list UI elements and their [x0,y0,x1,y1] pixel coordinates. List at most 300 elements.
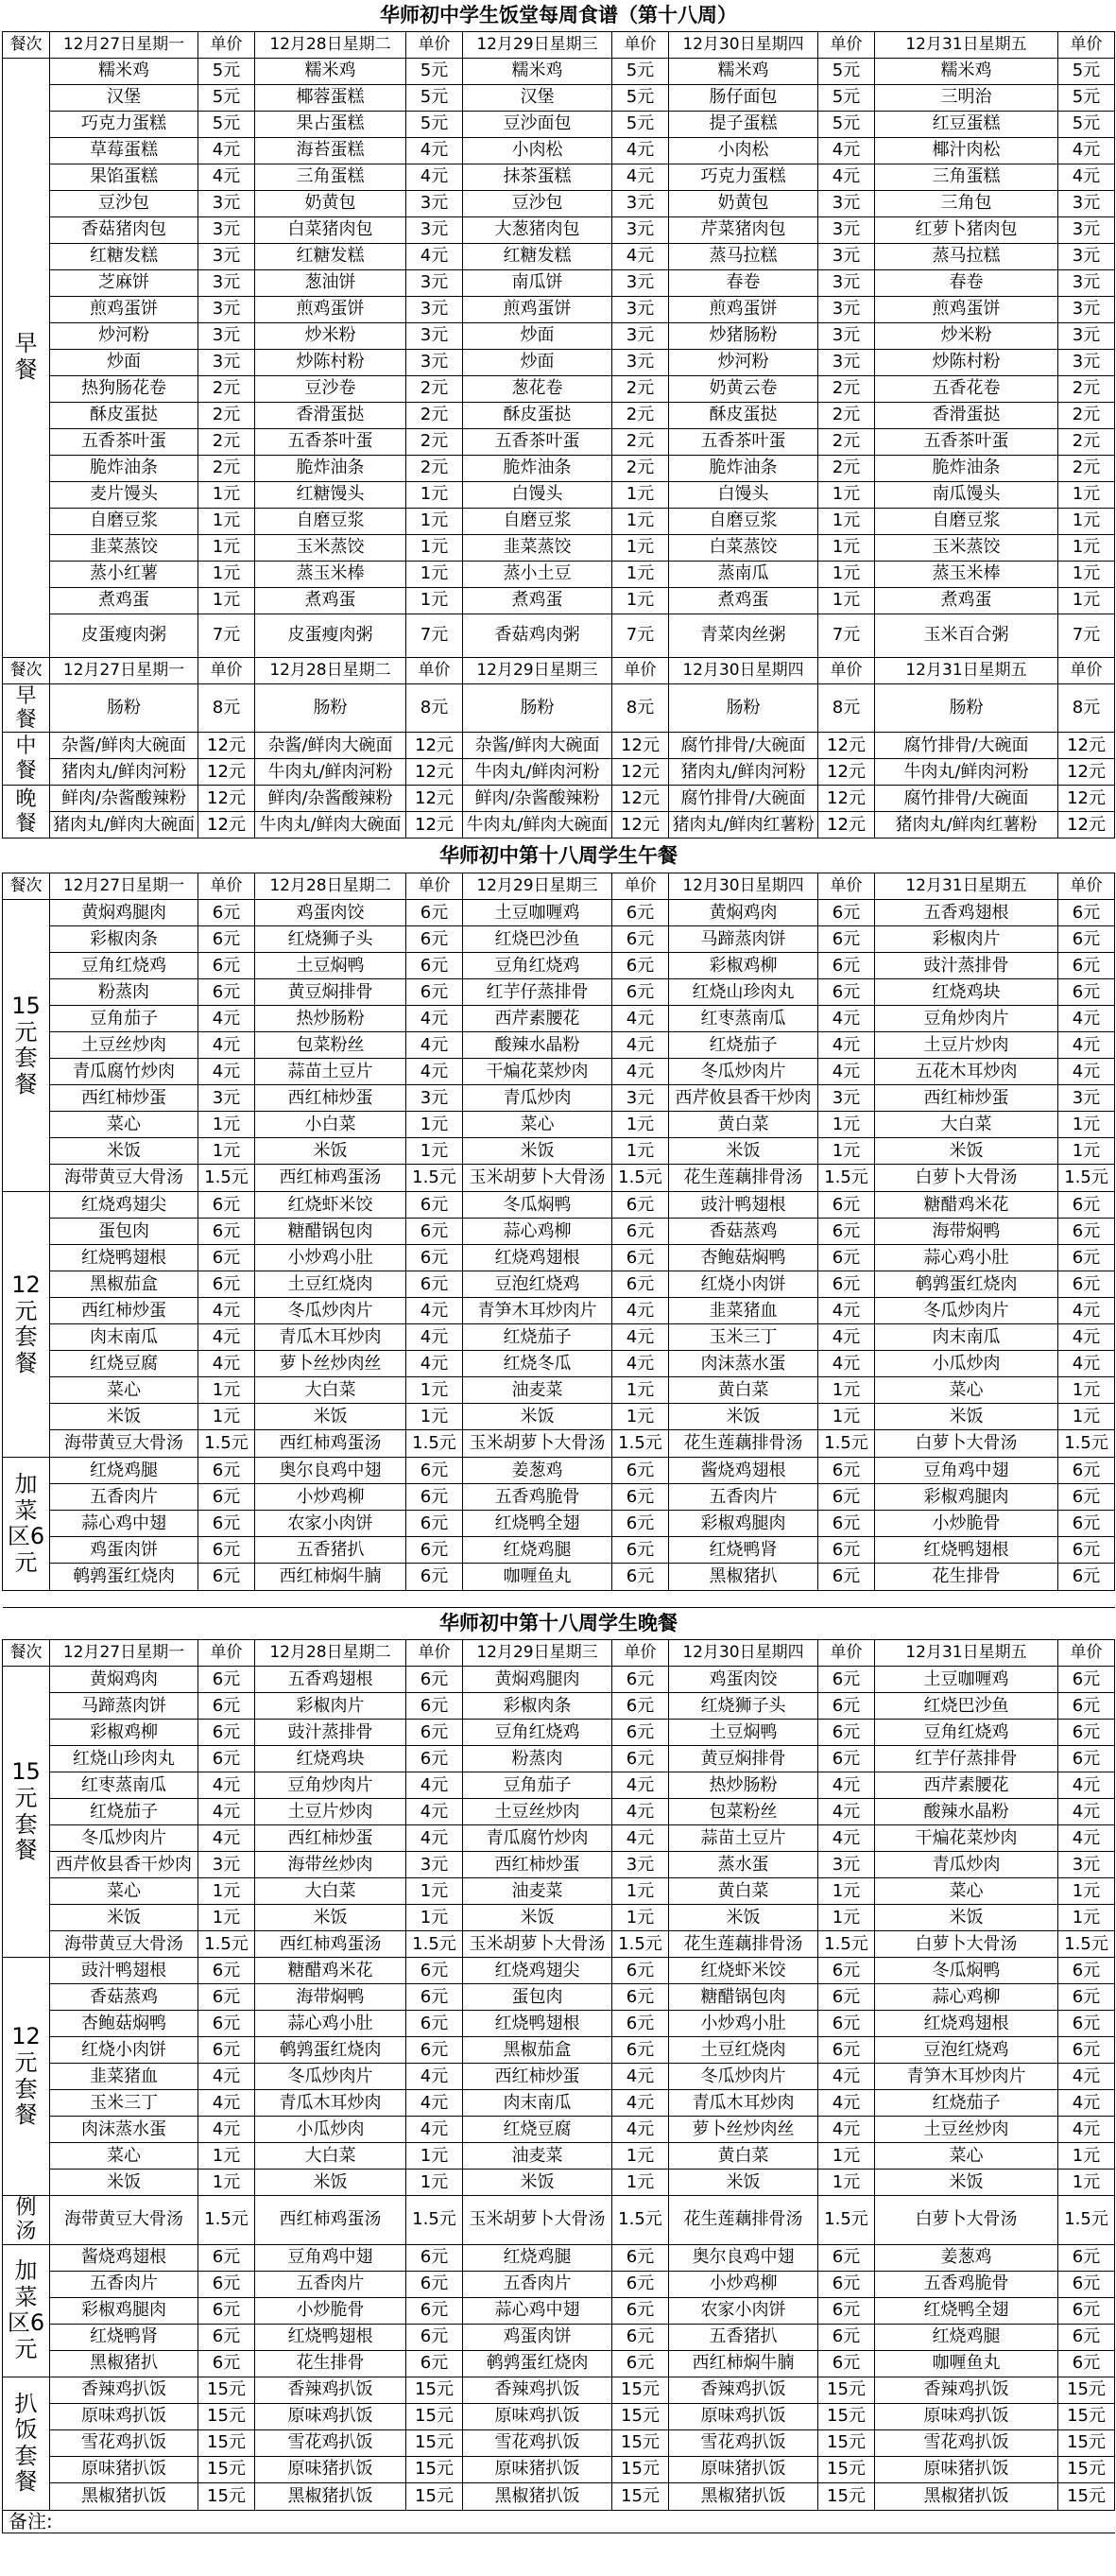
dish-cell: 油麦菜 [463,2143,612,2170]
dish-cell: 土豆红烧肉 [255,1271,406,1298]
dish-cell: 红烧豆腐 [50,1351,198,1377]
dish-cell: 鲜肉/杂酱酸辣粉 [50,786,198,812]
price-cell: 6元 [612,2324,669,2350]
dish-cell: 菜心 [50,1112,198,1138]
price-cell: 1元 [818,2143,875,2170]
price-cell: 12元 [818,759,875,786]
day-column-header: 12月31日星期五 [875,873,1058,900]
dish-cell: 牛肉丸/鲜肉河粉 [463,759,612,786]
table-row [3,455,1115,481]
dish-cell: 蒜心鸡中翅 [463,2297,612,2324]
table-row [3,1032,1115,1059]
dish-cell: 西红柿炒蛋 [50,1298,198,1324]
price-cell: 6元 [818,2037,875,2064]
price-cell: 1元 [818,561,875,587]
price-cell: 6元 [406,1720,463,1746]
dish-cell: 米饭 [255,1138,406,1165]
dish-cell: 小炒脆骨 [255,2297,406,2324]
dish-cell: 肉末南瓜 [463,2090,612,2117]
dish-cell: 花生莲藕排骨汤 [669,1165,818,1192]
price-cell: 6元 [818,1537,875,1564]
price-cell: 1元 [612,1404,669,1430]
dish-cell: 巧克力蛋糕 [669,164,818,190]
price-cell: 6元 [612,1720,669,1746]
day-column-header: 单价 [198,31,255,58]
price-cell: 2元 [818,402,875,428]
price-cell: 4元 [612,2064,669,2090]
price-cell: 6元 [818,900,875,926]
table-row [3,1591,1115,1608]
price-cell: 15元 [818,2482,875,2510]
price-cell: 4元 [818,1772,875,1799]
dish-cell: 五香鸡翅根 [875,900,1058,926]
dish-cell: 土豆丝炒肉 [875,2117,1058,2143]
price-cell: 6元 [406,2244,463,2271]
price-cell: 8元 [198,683,255,733]
category-label: 加菜区6元 [3,2244,50,2377]
dish-cell: 豆角茄子 [463,1772,612,1799]
price-cell: 1元 [818,1112,875,1138]
dish-cell: 糖醋锅包肉 [255,1219,406,1245]
dish-cell: 奥尔良鸡中翅 [255,1458,406,1484]
dish-cell: 海苔蛋糕 [255,137,406,164]
table-row [3,1667,1115,1693]
price-cell: 1元 [612,561,669,587]
dish-cell: 米饭 [50,1138,198,1165]
dish-cell: 彩椒肉片 [875,926,1058,953]
price-cell: 1元 [612,2143,669,2170]
dish-cell: 黑椒茄盒 [50,1271,198,1298]
price-cell: 6元 [818,1693,875,1720]
table-row [3,2170,1115,2196]
dish-cell: 鲜肉/杂酱酸辣粉 [463,786,612,812]
dish-cell: 玉米蒸饺 [875,534,1058,561]
price-cell: 2元 [406,375,463,402]
price-cell: 5元 [406,111,463,137]
dish-cell: 糯米鸡 [255,58,406,84]
price-cell: 4元 [406,1298,463,1324]
price-cell: 6元 [198,1271,255,1298]
price-cell: 6元 [1058,2324,1115,2350]
dish-cell: 蒸马拉糕 [875,243,1058,269]
price-cell: 6元 [818,2011,875,2037]
dish-cell: 抹茶蛋糕 [463,164,612,190]
price-cell: 6元 [612,1271,669,1298]
dish-cell: 红烧鸭翅根 [875,1537,1058,1564]
price-cell: 4元 [1058,1825,1115,1852]
dish-cell: 糯米鸡 [50,58,198,84]
dish-cell: 炒陈村粉 [875,349,1058,375]
price-cell: 8元 [612,683,669,733]
dish-cell: 海带焖鸭 [255,1984,406,2011]
price-cell: 4元 [406,164,463,190]
dish-cell: 白萝卜大骨汤 [875,1931,1058,1958]
dish-cell: 小瓜炒肉 [255,2117,406,2143]
dish-cell: 炒米粉 [255,322,406,349]
dish-cell: 猪肉丸/鲜肉红薯粉 [875,812,1058,838]
price-cell: 6元 [198,979,255,1006]
dish-cell: 白馒头 [463,481,612,508]
price-cell: 4元 [612,1006,669,1032]
price-cell: 6元 [198,953,255,979]
price-cell: 15元 [406,2377,463,2403]
day-column-header: 单价 [818,31,875,58]
price-cell: 2元 [198,455,255,481]
dish-cell: 豆泡红烧鸡 [463,1271,612,1298]
price-cell: 5元 [406,58,463,84]
table-row [3,900,1115,926]
price-cell: 1.5元 [612,1931,669,1958]
dish-cell: 三角包 [875,190,1058,216]
dish-cell: 鹌鹑蛋红烧肉 [255,2037,406,2064]
price-cell: 3元 [818,216,875,243]
dish-cell: 蒜苗土豆片 [669,1825,818,1852]
dish-cell: 春卷 [669,269,818,296]
price-cell: 12元 [198,733,255,759]
day-column-header: 单价 [406,873,463,900]
price-cell: 3元 [198,349,255,375]
dish-cell: 红烧鸭翅根 [50,1245,198,1271]
price-cell: 2元 [818,428,875,455]
price-cell: 6元 [818,1667,875,1693]
dish-cell: 酸辣水晶粉 [875,1799,1058,1825]
price-cell: 3元 [818,1085,875,1112]
dish-cell: 豉汁鸭翅根 [669,1192,818,1219]
price-cell: 6元 [406,1958,463,1984]
dish-cell: 雪花鸡扒饭 [875,2429,1058,2456]
dish-cell: 汉堡 [50,84,198,111]
table-row [3,2429,1115,2456]
price-cell: 6元 [1058,2244,1115,2271]
dish-cell: 三明治 [875,84,1058,111]
price-cell: 12元 [612,812,669,838]
dish-cell: 土豆咖喱鸡 [875,1667,1058,1693]
dish-cell: 花生莲藕排骨汤 [669,2196,818,2245]
dish-cell: 热炒肠粉 [669,1772,818,1799]
price-cell: 2元 [612,402,669,428]
price-cell: 1元 [198,1878,255,1905]
price-cell: 6元 [1058,1458,1115,1484]
category-label: 晚餐 [3,786,50,838]
price-cell: 12元 [1058,759,1115,786]
price-cell: 4元 [818,1799,875,1825]
price-cell: 1.5元 [406,2196,463,2245]
table-row [3,1640,1115,1667]
price-cell: 2元 [198,402,255,428]
dish-cell: 五香鸡脆骨 [463,1484,612,1511]
price-cell: 15元 [818,2403,875,2429]
price-cell: 5元 [818,84,875,111]
dish-cell: 猪肉丸/鲜肉河粉 [50,759,198,786]
price-cell: 3元 [818,190,875,216]
price-cell: 1.5元 [406,1931,463,1958]
price-cell: 6元 [198,1693,255,1720]
price-cell: 6元 [198,900,255,926]
dish-cell: 豆沙包 [463,190,612,216]
dish-cell: 西红柿焖牛腩 [255,1564,406,1591]
table-row [3,733,1115,759]
dish-cell: 原味鸡扒饭 [463,2403,612,2429]
dish-cell: 原味鸡扒饭 [875,2403,1058,2429]
price-cell: 15元 [818,2456,875,2482]
price-cell: 1元 [612,1112,669,1138]
dish-cell: 煮鸡蛋 [255,587,406,614]
price-cell: 6元 [406,926,463,953]
dish-cell: 油麦菜 [463,1878,612,1905]
dish-cell: 彩椒鸡腿肉 [875,1484,1058,1511]
dish-cell: 肉末南瓜 [875,1324,1058,1351]
price-cell: 6元 [612,1564,669,1591]
dish-cell: 原味猪扒饭 [50,2456,198,2482]
dish-cell: 青瓜木耳炒肉 [255,1324,406,1351]
dish-cell: 玉米胡萝卜大骨汤 [463,1931,612,1958]
dish-cell: 肠仔面包 [669,84,818,111]
dish-cell: 红烧鸭肾 [669,1537,818,1564]
dish-cell: 豆角红烧鸡 [463,1720,612,1746]
dish-cell: 西芹攸县香干炒肉 [50,1852,198,1878]
dish-cell: 黄豆焖排骨 [669,1746,818,1772]
price-cell: 6元 [612,2350,669,2377]
dish-cell: 西红柿炒蛋 [50,1085,198,1112]
price-cell: 1元 [1058,1404,1115,1430]
dish-cell: 韭菜蒸饺 [50,534,198,561]
price-cell: 1元 [818,1878,875,1905]
dish-cell: 红烧鸭翅根 [255,2324,406,2350]
price-cell: 1元 [612,481,669,508]
price-cell: 1.5元 [818,1430,875,1458]
dish-cell: 肉沫蒸水蛋 [50,2117,198,2143]
price-cell: 12元 [612,786,669,812]
dish-cell: 冬瓜炒肉片 [669,2064,818,2090]
dish-cell: 煎鸡蛋饼 [50,296,198,322]
dish-cell: 红烧狮子头 [669,1693,818,1720]
price-cell: 6元 [818,2297,875,2324]
price-cell: 3元 [818,349,875,375]
price-cell: 6元 [818,1564,875,1591]
dish-cell: 彩椒鸡腿肉 [50,2297,198,2324]
dish-cell: 土豆片炒肉 [255,1799,406,1825]
price-cell: 1元 [818,1377,875,1404]
price-cell: 8元 [406,683,463,733]
dish-cell: 奶黄包 [255,190,406,216]
dish-cell: 猪肉丸/鲜肉大碗面 [50,812,198,838]
dish-cell: 三角蛋糕 [875,164,1058,190]
table-row [3,137,1115,164]
price-cell: 6元 [1058,1219,1115,1245]
dish-cell: 西红柿焖牛腩 [669,2350,818,2377]
dish-cell: 牛肉丸/鲜肉大碗面 [255,812,406,838]
price-cell: 1元 [406,1138,463,1165]
price-cell: 6元 [818,1192,875,1219]
price-cell: 5元 [612,58,669,84]
dish-cell: 西红柿鸡蛋汤 [255,1430,406,1458]
price-cell: 6元 [406,1245,463,1271]
price-cell: 6元 [1058,1537,1115,1564]
table-row [3,838,1115,873]
dish-cell: 巧克力蛋糕 [50,111,198,137]
dish-cell: 包菜粉丝 [255,1032,406,1059]
dish-cell: 小炒鸡小肚 [255,1245,406,1271]
dish-cell: 西芹素腰花 [463,1006,612,1032]
dish-cell: 酥皮蛋挞 [669,402,818,428]
price-cell: 4元 [1058,164,1115,190]
price-cell: 6元 [612,979,669,1006]
dish-cell: 红烧巴沙鱼 [875,1693,1058,1720]
price-cell: 3元 [1058,322,1115,349]
price-cell: 4元 [198,2064,255,2090]
price-cell: 1.5元 [1058,1430,1115,1458]
dish-cell: 香菇蒸鸡 [669,1219,818,1245]
dish-cell: 五花木耳炒肉 [875,1059,1058,1085]
dish-cell: 小炒鸡柳 [669,2271,818,2297]
table-row [3,1138,1115,1165]
price-cell: 1元 [198,561,255,587]
dish-cell: 白馒头 [669,481,818,508]
dish-cell: 青菜肉丝粥 [669,614,818,657]
price-cell: 12元 [818,733,875,759]
category-label: 中餐 [3,733,50,786]
dish-cell: 香辣鸡扒饭 [669,2377,818,2403]
dish-cell: 蛋包肉 [463,1984,612,2011]
price-cell: 6元 [612,1746,669,1772]
dish-cell: 西红柿炒蛋 [463,1852,612,1878]
price-cell: 6元 [818,1720,875,1746]
dish-cell: 包菜粉丝 [669,1799,818,1825]
price-cell: 1元 [198,1377,255,1404]
price-cell: 5元 [818,58,875,84]
dish-cell: 咖喱鱼丸 [875,2350,1058,2377]
dish-cell: 豉汁鸭翅根 [50,1958,198,1984]
dish-cell: 酸辣水晶粉 [463,1032,612,1059]
price-cell: 4元 [818,2117,875,2143]
dish-cell: 煮鸡蛋 [669,587,818,614]
table-row [3,84,1115,111]
dish-cell: 黄焖鸡腿肉 [463,1667,612,1693]
price-cell: 5元 [406,84,463,111]
price-cell: 6元 [406,1667,463,1693]
table-row [3,1511,1115,1537]
dish-cell: 红烧鸡翅根 [875,2011,1058,2037]
day-column-header: 12月28日星期二 [255,1640,406,1667]
price-cell: 1元 [818,587,875,614]
dish-cell: 红烧鸡腿 [50,1458,198,1484]
dish-cell: 红烧鸡块 [255,1746,406,1772]
price-cell: 3元 [818,1852,875,1878]
dish-cell: 彩椒肉条 [463,1693,612,1720]
price-cell: 12元 [818,786,875,812]
dish-cell: 五香茶叶蛋 [669,428,818,455]
dish-cell: 腐竹排骨/大碗面 [669,786,818,812]
day-column-header: 单价 [406,657,463,683]
dish-cell: 果占蛋糕 [255,111,406,137]
price-cell: 6元 [612,1693,669,1720]
price-cell: 3元 [406,269,463,296]
table-row [3,1958,1115,1984]
price-cell: 6元 [198,2037,255,2064]
price-cell: 6元 [818,2350,875,2377]
table-row [3,979,1115,1006]
table-row [3,2377,1115,2403]
category-label: 12元套餐 [3,1192,50,1458]
dish-cell: 鸡蛋肉饼 [463,2324,612,2350]
price-cell: 3元 [1058,349,1115,375]
price-cell: 2元 [198,428,255,455]
dish-cell: 西红柿炒蛋 [875,1085,1058,1112]
table-row [3,1351,1115,1377]
price-cell: 4元 [612,1351,669,1377]
dish-cell: 菜心 [875,2143,1058,2170]
price-cell: 1.5元 [406,1165,463,1192]
dish-cell: 海带焖鸭 [875,1219,1058,1245]
dish-cell: 鹌鹑蛋红烧肉 [875,1271,1058,1298]
price-cell: 15元 [612,2403,669,2429]
table-row [3,1430,1115,1458]
table-row [3,296,1115,322]
dish-cell: 煎鸡蛋饼 [669,296,818,322]
price-cell: 1.5元 [1058,1931,1115,1958]
table-row [3,1905,1115,1931]
price-cell: 1.5元 [612,1430,669,1458]
price-cell: 4元 [818,164,875,190]
dish-cell: 果馅蛋糕 [50,164,198,190]
dish-cell: 红糖发糕 [463,243,612,269]
price-cell: 1.5元 [818,1931,875,1958]
price-cell: 4元 [198,137,255,164]
price-cell: 6元 [818,2271,875,2297]
dish-cell: 腐竹排骨/大碗面 [875,786,1058,812]
price-cell: 3元 [818,243,875,269]
dish-cell: 彩椒鸡柳 [669,953,818,979]
table-row [3,1720,1115,1746]
price-cell: 6元 [818,1219,875,1245]
dish-cell: 萝卜丝炒肉丝 [255,1351,406,1377]
dish-cell: 米饭 [463,1138,612,1165]
price-cell: 3元 [612,322,669,349]
dish-cell: 五香肉片 [50,1484,198,1511]
price-cell: 12元 [1058,812,1115,838]
price-cell: 3元 [818,322,875,349]
dish-cell: 干煸花菜炒肉 [875,1825,1058,1852]
day-column-header: 12月27日星期一 [50,1640,198,1667]
dish-cell: 炒面 [463,322,612,349]
dish-cell: 黄豆焖排骨 [255,979,406,1006]
price-cell: 6元 [1058,1746,1115,1772]
table-row [3,0,1115,31]
category-label: 例汤 [3,2196,50,2245]
price-cell: 6元 [198,1537,255,1564]
price-cell: 1元 [406,481,463,508]
dish-cell: 牛肉丸/鲜肉大碗面 [463,812,612,838]
day-column-header: 单价 [198,1640,255,1667]
price-cell: 2元 [612,428,669,455]
dish-cell: 冬瓜焖鸭 [875,1958,1058,1984]
price-cell: 4元 [1058,1032,1115,1059]
dish-cell: 肠粉 [463,683,612,733]
dish-cell: 菜心 [875,1377,1058,1404]
dish-cell: 蒸小土豆 [463,561,612,587]
price-cell: 3元 [198,322,255,349]
price-cell: 1.5元 [198,1931,255,1958]
dish-cell: 黑椒猪扒饭 [50,2482,198,2510]
menu-page [2,0,1114,2533]
dish-cell: 五香肉片 [50,2271,198,2297]
dish-cell: 大葱猪肉包 [463,216,612,243]
price-cell: 1元 [612,587,669,614]
price-cell: 6元 [818,926,875,953]
dish-cell: 彩椒鸡腿肉 [669,1511,818,1537]
dish-cell: 粉蒸肉 [463,1746,612,1772]
dish-cell: 小炒鸡柳 [255,1484,406,1511]
